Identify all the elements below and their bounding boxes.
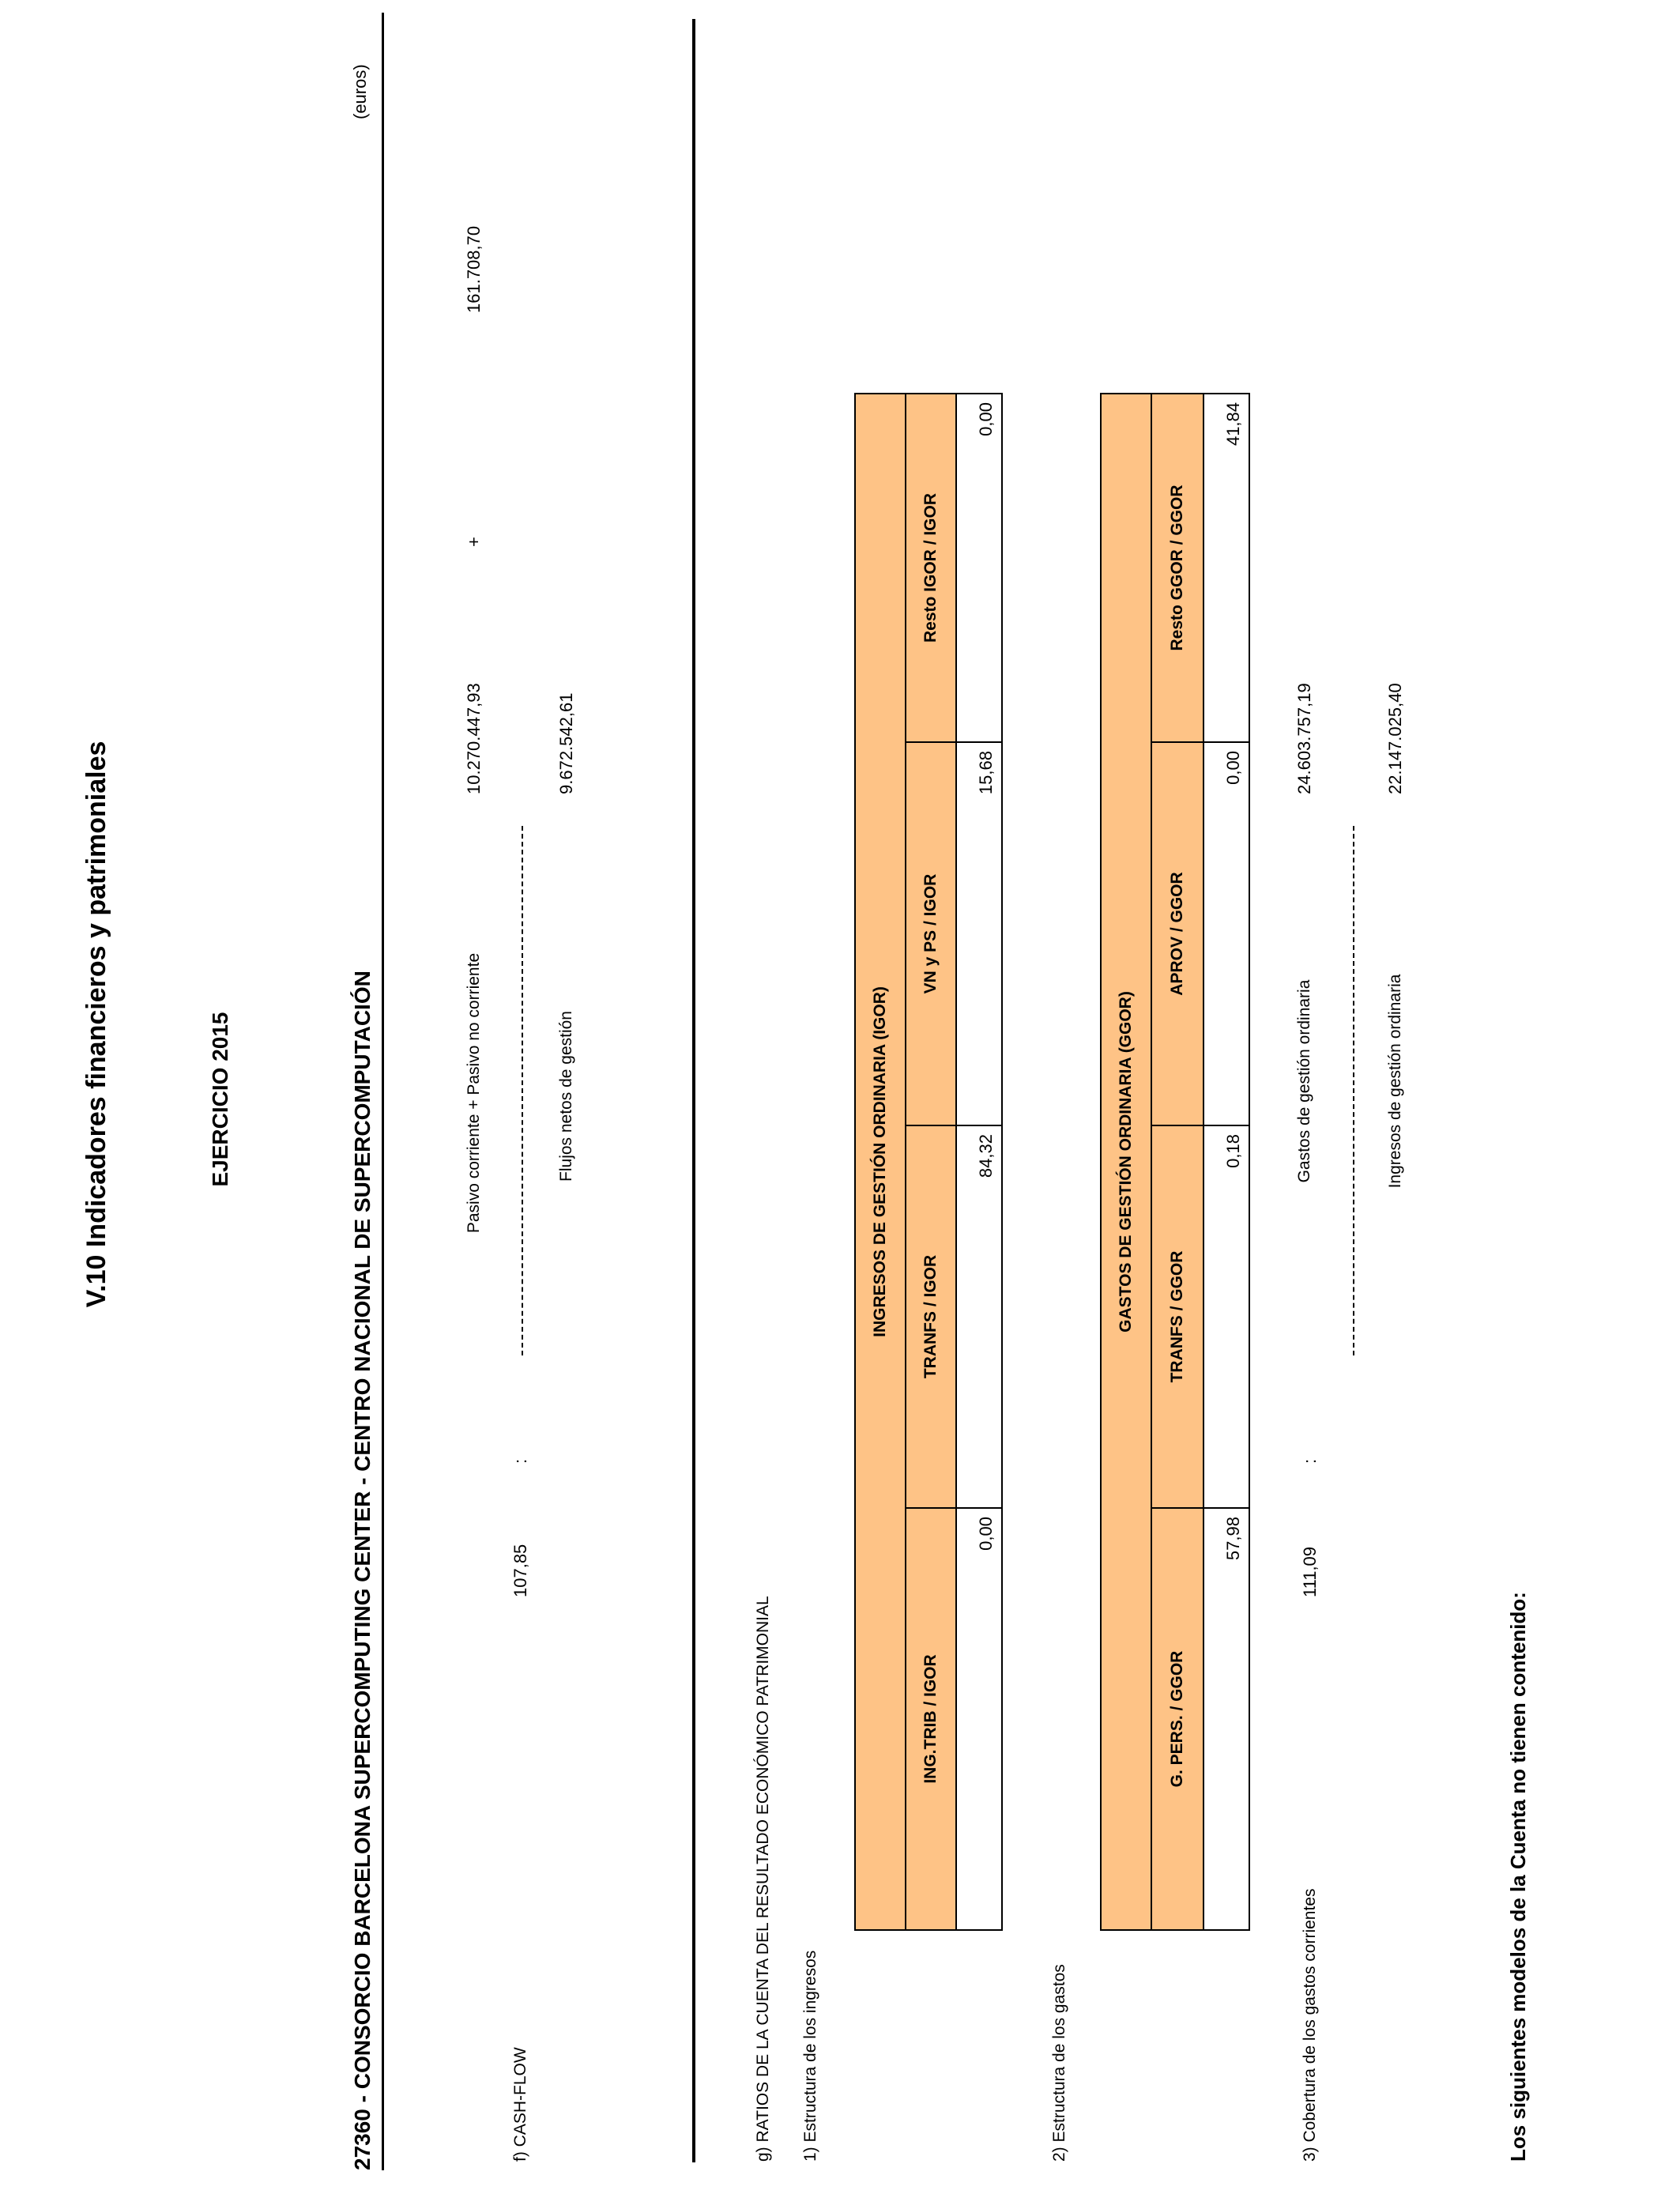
cashflow-fraction-line <box>522 826 523 1355</box>
gastos-val-gpers: 57,98 <box>1203 1508 1249 1930</box>
entity-underline <box>382 13 384 2170</box>
gastos-val-aprov: 0,00 <box>1203 742 1249 1125</box>
gastos-col-gpers: G. PERS. / GGOR <box>1151 1508 1203 1930</box>
gastos-col-aprov: APROV / GGOR <box>1151 742 1203 1125</box>
ratios-heading: g) RATIOS DE LA CUENTA DEL RESULTADO ECONÓMICO PATRIMONIAL <box>754 1596 772 2162</box>
ingresos-label: 1) Estructura de los ingresos <box>801 1950 819 2162</box>
gastos-label: 2) Estructura de los gastos <box>1050 1964 1068 2162</box>
cobertura-numerator-label: Gastos de gestión ordinaria <box>1295 979 1313 1183</box>
gastos-col-tranfs: TRANFS / GGOR <box>1151 1125 1203 1508</box>
entity-name: 27360 - CONSORCIO BARCELONA SUPERCOMPUTING CENTER - CENTRO NACIONAL DE SUPERCOMPUTACIÓN <box>350 971 375 2170</box>
gastos-table-title: GASTOS DE GESTIÓN ORDINARIA (GGOR) <box>1101 394 1151 1930</box>
cashflow-denominator-value: 9.672.542,61 <box>556 692 576 794</box>
section-divider <box>692 19 695 2162</box>
cobertura-colon: : <box>1300 1458 1320 1464</box>
cashflow-plus: + <box>464 537 484 547</box>
ingresos-col-resto: Resto IGOR / IGOR <box>906 394 956 742</box>
ingresos-val-resto: 0,00 <box>956 394 1002 742</box>
cobertura-label: 3) Cobertura de los gastos corrientes <box>1301 1888 1319 2162</box>
ingresos-val-tranfs: 84,32 <box>956 1125 1002 1508</box>
cashflow-value: 107,85 <box>510 1544 530 1597</box>
units-label: (euros) <box>350 64 370 119</box>
cobertura-value: 111,09 <box>1300 1546 1320 1597</box>
cashflow-label: f) CASH-FLOW <box>511 2047 529 2162</box>
cashflow-numerator-value-1: 10.270.447,93 <box>464 683 484 794</box>
footer-note: Los siguientes modelos de la Cuenta no tienen contenido: <box>1506 1592 1530 2162</box>
gastos-col-resto: Resto GGOR / GGOR <box>1151 394 1203 742</box>
ingresos-val-vnps: 15,68 <box>956 742 1002 1125</box>
ingresos-val-ingtrib: 0,00 <box>956 1508 1002 1930</box>
cashflow-numerator-label: Pasivo corriente + Pasivo no corriente <box>465 952 483 1234</box>
gastos-val-resto: 41,84 <box>1203 394 1249 742</box>
cobertura-numerator-value: 24.603.757,19 <box>1294 683 1314 794</box>
gastos-val-tranfs: 0,18 <box>1203 1125 1249 1508</box>
ejercicio-label: EJERCICIO 2015 <box>208 1012 232 1187</box>
ingresos-table <box>854 393 1003 1931</box>
cobertura-fraction-line <box>1353 826 1354 1355</box>
ingresos-col-ingtrib: ING.TRIB / IGOR <box>906 1508 956 1930</box>
gastos-table <box>1100 393 1250 1931</box>
cobertura-denominator-value: 22.147.025,40 <box>1385 683 1405 794</box>
cobertura-denominator-label: Ingresos de gestión ordinaria <box>1386 974 1404 1189</box>
ingresos-table-title: INGRESOS DE GESTIÓN ORDINARIA (IGOR) <box>855 394 906 1930</box>
cashflow-denominator-label: Flujos netos de gestión <box>557 1011 575 1182</box>
page-title: V.10 Indicadores financieros y patrimoniales <box>81 741 111 1308</box>
ingresos-col-tranfs: TRANFS / IGOR <box>906 1125 956 1508</box>
cashflow-colon: : <box>510 1458 530 1464</box>
ingresos-col-vnps: VN y PS / IGOR <box>906 742 956 1125</box>
cashflow-numerator-value-2: 161.708,70 <box>464 225 484 313</box>
